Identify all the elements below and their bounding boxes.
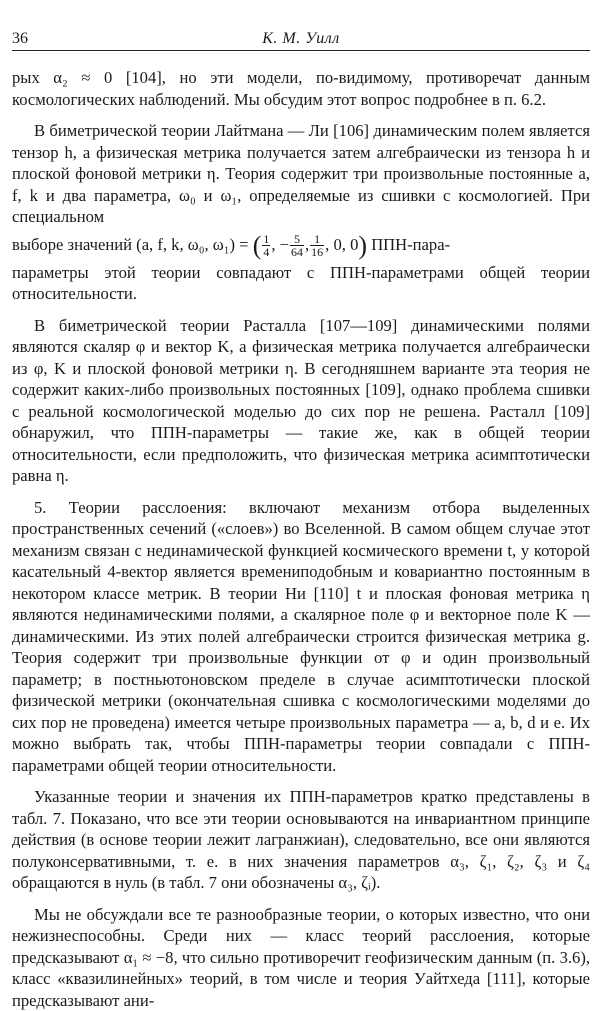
fraction-one-16: $\frac{1}{16}$ xyxy=(310,233,324,258)
formula-line xyxy=(12,228,590,262)
formula-sep-2: , xyxy=(305,235,309,254)
page-body xyxy=(12,51,590,1011)
paragraph-nonviable-theories: Мы не обсуждали все те разнообразные теории, о которых известно, что они нежизнеспособны. Среди них — класс теорий расслоения, которые предсказывают α₁ ≈ −8, что сильно противоречит геофизическим данным (п. 3.6), класс «квазилинейных» теорий, в том числе и теория Уайтхеда [111], которые предсказывают ани- xyxy=(12,904,590,1011)
paragraph-lightman-lee: В биметрической теории Лайтмана — Ли [106] динамическим полем является тензор h, а физическая метрика получается затем алгебраически из тензора h и плоской фоновой метрики η. Теория содержит три произвольные постоянные a, f, k и два параметра, ω₀ и ω₁, определяемые из сшивки с космологией. При специальном xyxy=(12,120,590,228)
running-title: К. М. Уилл xyxy=(12,30,590,48)
paragraph-rastall: В биметрической теории Расталла [107—109] динамическими полями являются скаляр φ и вектор K, а физическая метрика получается алгебраически из φ, K и плоской фоновой метрики η. В сегодняшнем варианте эта теория не содержит каких-либо произвольных постоянных [109], однако проблема сшивки с реальной космологической моделью до сих пор не решена. Расталл [109] обнаружил, что ППН-параметры — такие же, как в общей теории относительности, если предположить, что физическая метрика асимптотически равна η. xyxy=(12,315,590,487)
formula-paren-open: ( xyxy=(253,231,262,260)
formula-sep-1: , − xyxy=(271,235,289,254)
paragraph-table-summary: Указанные теории и значения их ППН-параметров кратко представлены в табл. 7. Показано, что все эти теории основываются на инвариантном принципе действия (в основе теории лежит лагранжиан), следовательно, все они являются полуконсервативными, т. е. в них значения параметров α₃, ζ₁, ζ₂, ζ₃ и ζ₄ обращаются в нуль (в табл. 7 они обозначены α₃, ζᵢ). xyxy=(12,786,590,894)
page-header xyxy=(12,26,590,51)
fraction-one-quarter: $\frac{1}{4}$ xyxy=(262,233,270,258)
formula-lead: выборе значений (a, f, k, ω₀, ω₁) = xyxy=(12,235,249,254)
paragraph-continuation: рых α₂ ≈ 0 [104], но эти модели, по-видимому, противоречат данным космологических наблюдений. Мы обсудим этот вопрос подробнее в п. 6.2. xyxy=(12,67,590,110)
formula-trail: ППН-пара- xyxy=(371,235,450,254)
formula-tail-values: , 0, 0 xyxy=(325,235,358,254)
paragraph-lightman-lee-end: параметры этой теории совпадают с ППН-параметрами общей теории относительности. xyxy=(12,262,590,305)
fraction-five-64: $\frac{5}{64}$ xyxy=(290,233,304,258)
formula-paren-close: ) xyxy=(358,231,367,260)
paragraph-stratified-theories: 5. Теории расслоения: включают механизм отбора выделенных пространственных сечений («слоев») во Вселенной. В самом общем случае этот механизм связан с нединамической функцией космического времени t, у которой касательный 4-вектор является времениподобным и ковариантно постоянным в некотором классе метрик. В теории Ни [110] t и плоская фоновая метрика η являются нединамическими полями, а скалярное поле φ и векторное поле K — динамическими. Из этих полей алгебраически строится физическая метрика g. Теория содержит три произвольные функции от φ и один произвольный параметр; в постньютоновском пределе в случае асимптотически плоской физической метрики (окончательная сшивка с космологическими моделями до сих пор не проведена) имеется четыре произвольных параметра — a, b, d и e. Их можно выбрать так, чтобы ППН-параметры теории совпадали с ППН-параметрами общей теории относительности. xyxy=(12,497,590,777)
page-number: 36 xyxy=(12,30,28,48)
